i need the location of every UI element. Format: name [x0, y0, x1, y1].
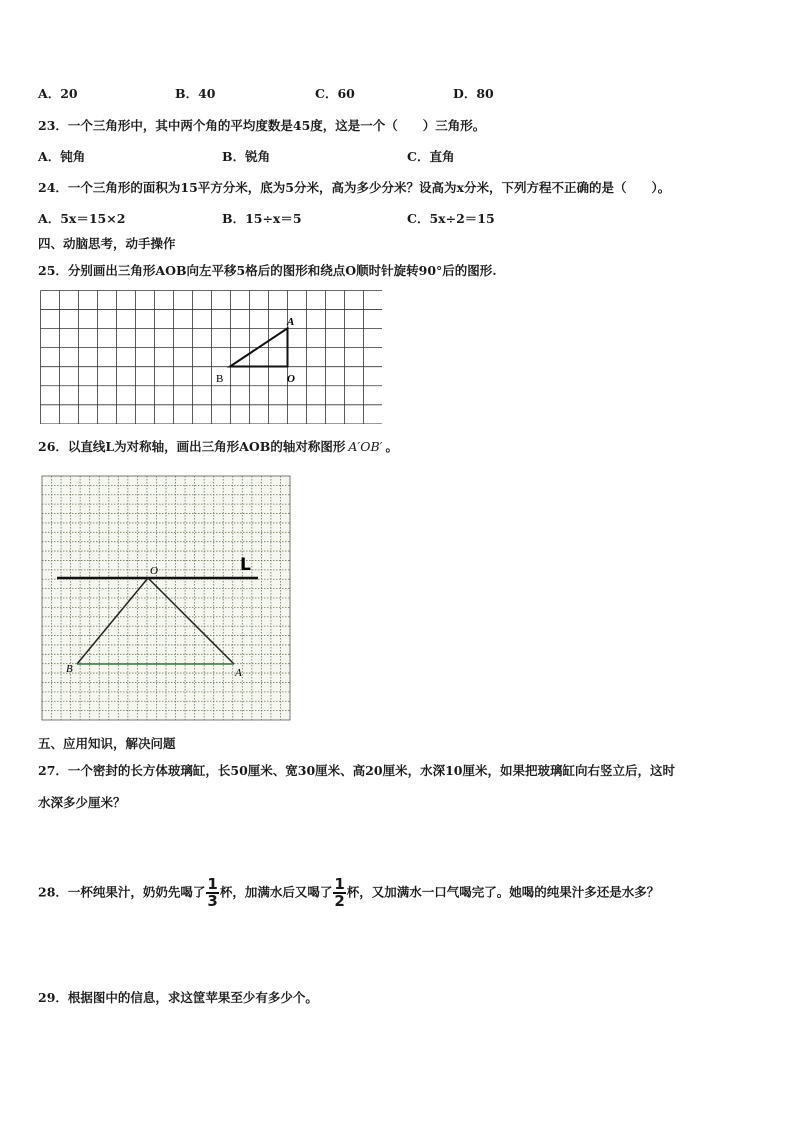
q28-fraction-1-denominator: 3 [207, 892, 218, 910]
q24-option-a: A．5x＝15×2 [38, 211, 126, 226]
label-o-26: O [150, 565, 158, 577]
q29-text: 29．根据图中的信息，求这筐苹果至少有多少个。 [38, 990, 318, 1005]
q22-option-d: D．80 [453, 86, 494, 101]
q26-suffix: 。 [385, 439, 398, 454]
q28-part-1: 28．一杯纯果汁，奶奶先喝了 [38, 884, 206, 900]
q26-line [38, 437, 398, 455]
q28-part-2: 杯，加满水后又喝了 [219, 884, 333, 900]
q24-option-b: B．15÷x＝5 [222, 211, 302, 226]
label-b: B [216, 373, 224, 385]
q28-fraction-1 [206, 877, 218, 909]
q23-option-c: C．直角 [407, 149, 455, 164]
q23-option-a: A．钝角 [38, 149, 86, 164]
q28-part-3: 杯，又加满水一口气喝完了。她喝的纯果汁多还是水多？ [346, 884, 660, 900]
section-4-title: 四、动脑思考，动手操作 [38, 236, 176, 251]
label-b-26: B [66, 663, 73, 675]
q28-fraction-2-denominator: 2 [334, 892, 345, 910]
q28-fraction-2 [333, 877, 345, 909]
q22-option-b: B．40 [175, 86, 216, 101]
q26-formula: A′OB′ [348, 439, 383, 454]
q27-line-1: 27．一个密封的长方体玻璃缸，长50厘米、宽30厘米、高20厘米，水深10厘米，如果把玻璃缸向右竖立后，这时 [38, 763, 675, 778]
label-l: L [240, 555, 251, 575]
q27-line-2: 水深多少厘米？ [38, 795, 126, 810]
q22-option-c: C．60 [315, 86, 355, 101]
q26-text: 26．以直线L为对称轴，画出三角形AOB的轴对称图形 [38, 439, 346, 454]
q28-fraction-1-numerator: 1 [207, 875, 218, 893]
q25-grid-figure [40, 290, 382, 424]
q28-fraction-2-numerator: 1 [334, 875, 345, 893]
q24-text: 24．一个三角形的面积为15平方分米，底为5分米，高为多少分米？设高为x分米，下列方程不正确的是（ ）。 [38, 180, 671, 195]
label-o: O [287, 373, 295, 385]
label-a-26: A [235, 667, 242, 679]
q25-text: 25．分别画出三角形AOB向左平移5格后的图形和绕点O顺时针旋转90°后的图形. [38, 263, 497, 278]
q26-grid-figure [40, 474, 292, 722]
q24-option-c: C．5x÷2＝15 [407, 211, 495, 226]
q23-option-b: B．锐角 [222, 149, 271, 164]
section-5-title: 五、应用知识，解决问题 [38, 736, 176, 751]
q28-line [38, 877, 659, 909]
q23-text: 23．一个三角形中，其中两个角的平均度数是45度，这是一个（ ）三角形。 [38, 118, 486, 133]
q22-option-a: A．20 [38, 86, 78, 101]
label-a: A [287, 316, 295, 328]
